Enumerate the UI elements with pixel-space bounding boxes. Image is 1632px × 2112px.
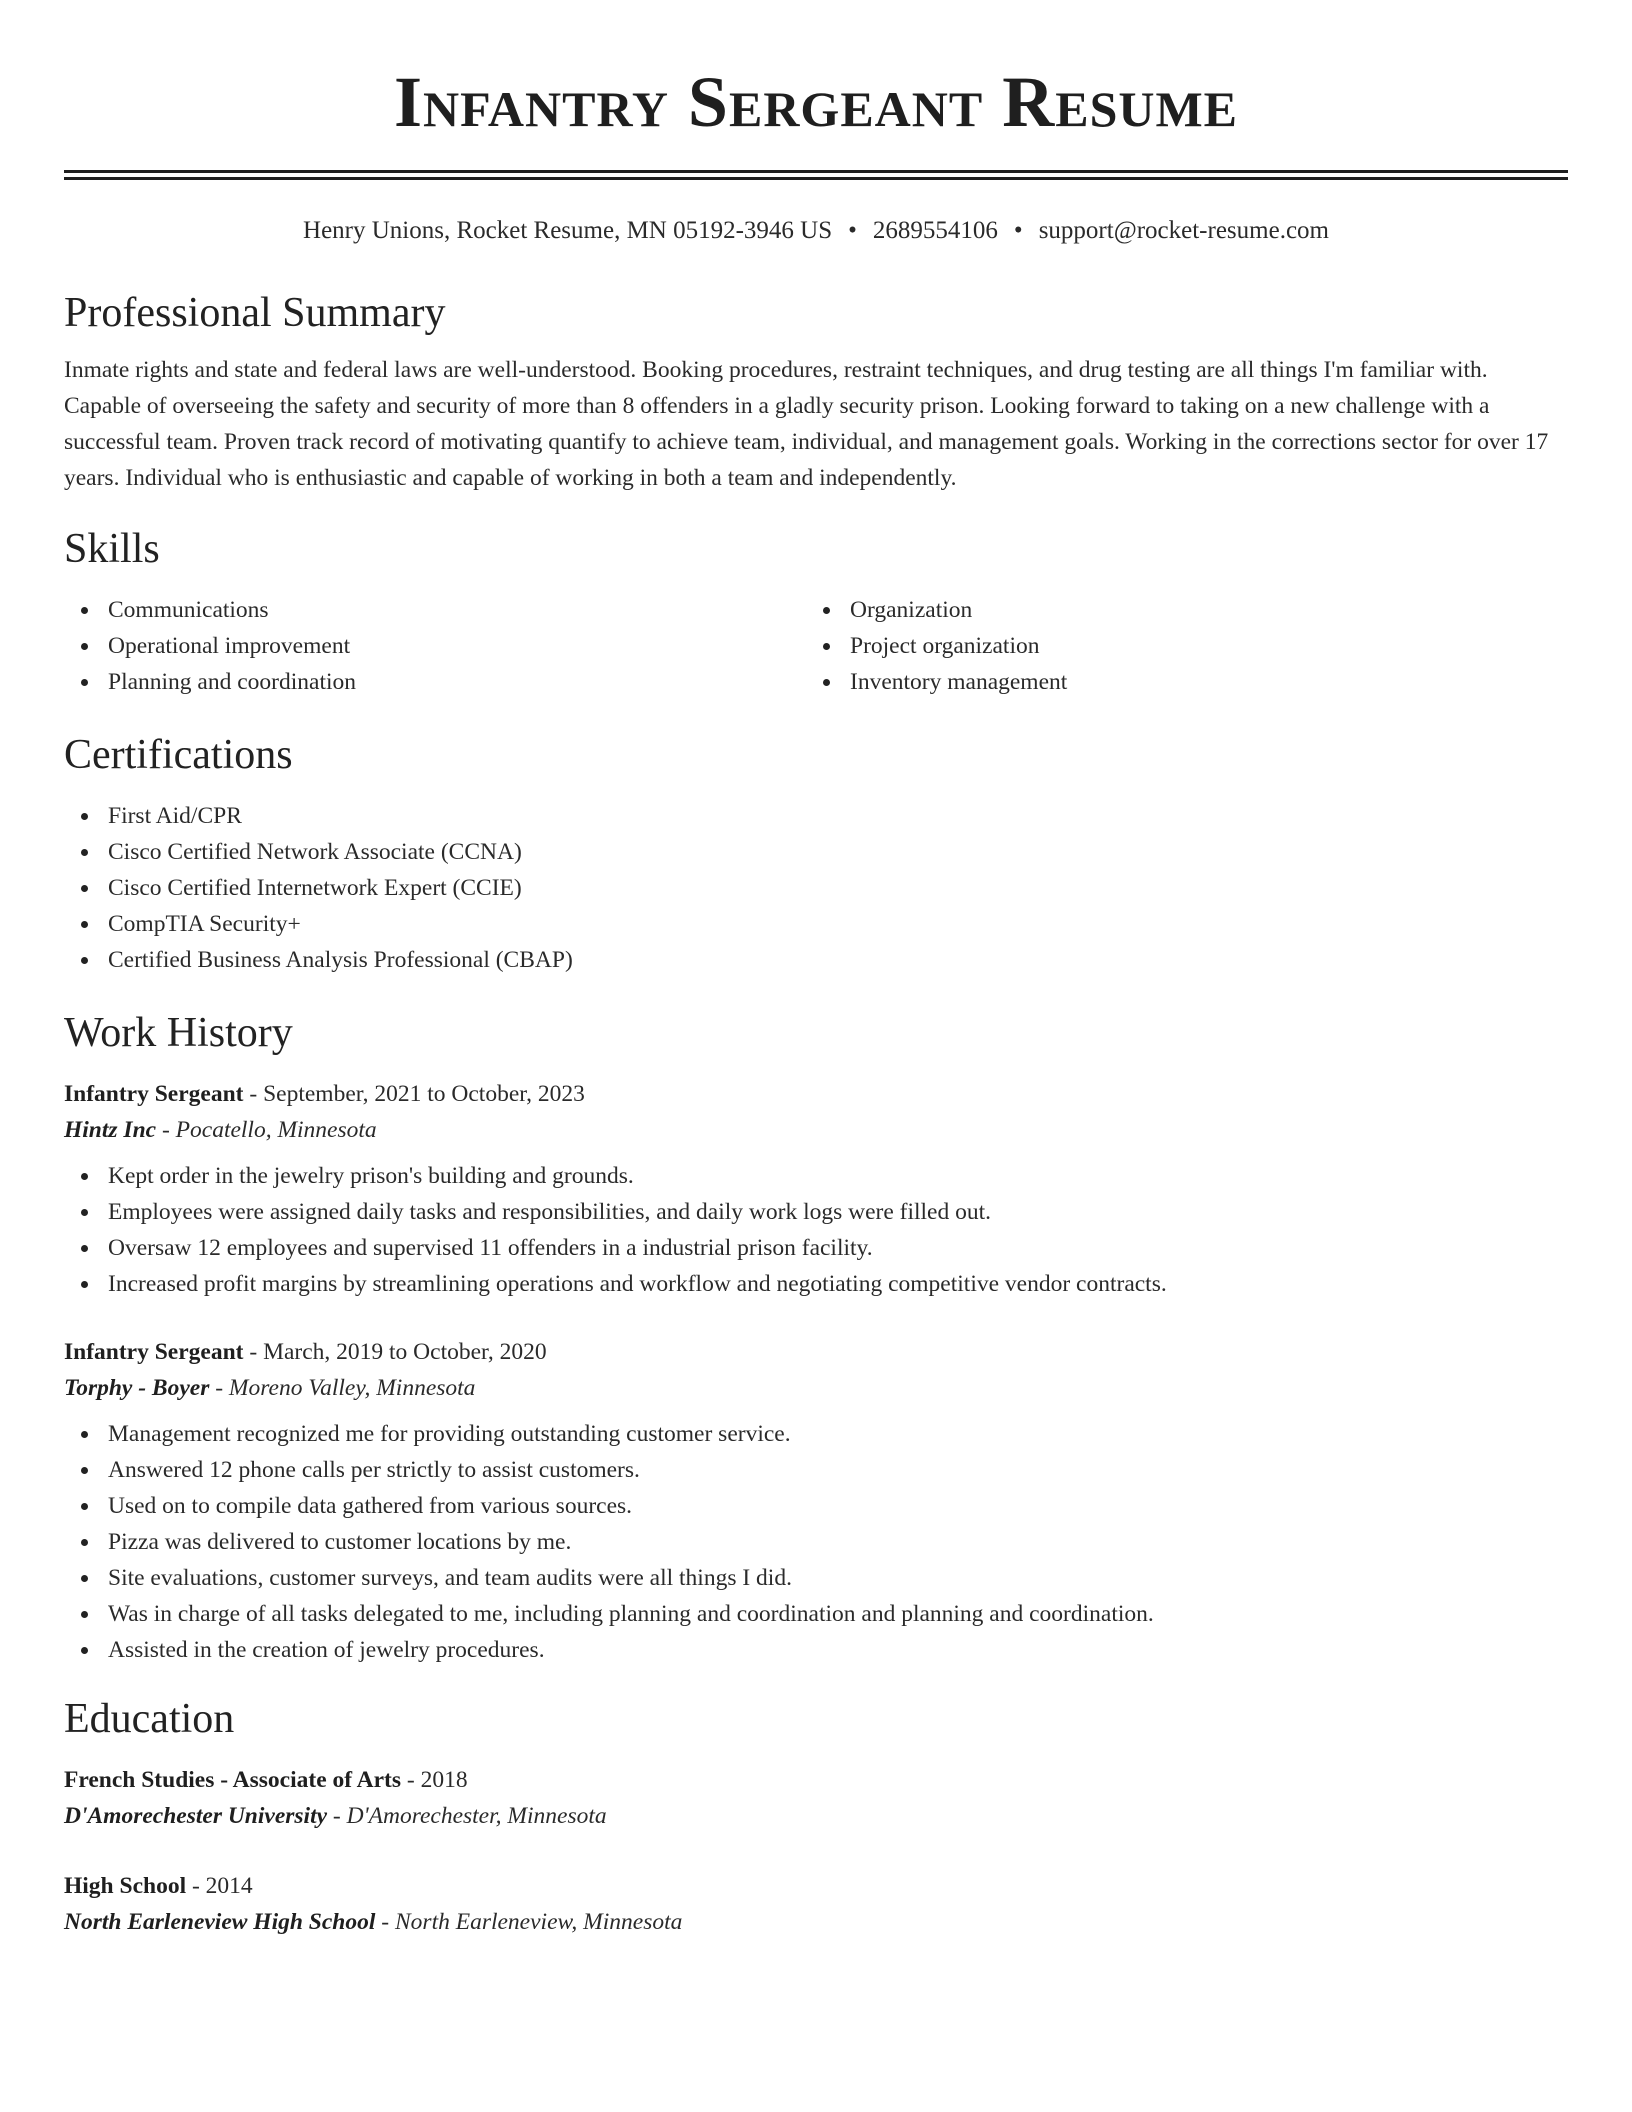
education-heading: Education [64, 1696, 235, 1742]
contact-separator: • [848, 217, 857, 244]
education-degree-line [64, 1762, 1568, 1798]
job-location: - Pocatello, Minnesota [156, 1117, 377, 1143]
certifications-heading: Certifications [64, 732, 293, 778]
job-company: Hintz Inc [64, 1117, 157, 1143]
skill-item: Planning and coordination [64, 664, 806, 700]
job-company: Torphy - Boyer [64, 1375, 210, 1401]
skills-column-left [64, 592, 806, 700]
job-bullet: Oversaw 12 employees and supervised 11 offenders in a industrial prison facility. [64, 1230, 1568, 1266]
skills-grid [64, 592, 1568, 700]
contact-email: support@rocket-resume.com [1038, 217, 1329, 244]
education-location: - D'Amorechester, Minnesota [327, 1803, 607, 1829]
skill-item: Project organization [806, 628, 1548, 664]
job-title-line [64, 1334, 1568, 1370]
job-entry [64, 1334, 1568, 1668]
education-year: - 2018 [401, 1767, 468, 1793]
job-bullets [64, 1158, 1568, 1302]
education-entry [64, 1762, 1568, 1834]
job-bullet: Site evaluations, customer surveys, and team audits were all things I did. [64, 1560, 1568, 1596]
certifications-list [64, 798, 1568, 978]
skill-item: Operational improvement [64, 628, 806, 664]
job-bullet: Employees were assigned daily tasks and responsibilities, and daily work logs were filled out. [64, 1194, 1568, 1230]
job-bullet: Pizza was delivered to customer locations by me. [64, 1524, 1568, 1560]
skills-column-right [806, 592, 1548, 700]
education-location: - North Earleneview, Minnesota [375, 1909, 683, 1935]
education-degree-line [64, 1868, 1568, 1904]
job-location: - Moreno Valley, Minnesota [209, 1375, 476, 1401]
education-entry [64, 1868, 1568, 1940]
title-double-rule [64, 170, 1568, 180]
skill-item: Inventory management [806, 664, 1548, 700]
contact-address: Henry Unions, Rocket Resume, MN 05192-3946 US [303, 217, 833, 244]
skills-heading: Skills [64, 526, 160, 572]
education-degree: French Studies - Associate of Arts [64, 1767, 402, 1793]
job-dates: - March, 2019 to October, 2020 [243, 1339, 547, 1365]
contact-line [64, 216, 1568, 246]
job-role: Infantry Sergeant [64, 1081, 244, 1107]
certification-item: First Aid/CPR [64, 798, 1568, 834]
job-bullet: Was in charge of all tasks delegated to me, including planning and coordination and planning and coordination. [64, 1596, 1568, 1632]
skill-item: Communications [64, 592, 806, 628]
job-dates: - September, 2021 to October, 2023 [243, 1081, 585, 1107]
education-school: North Earleneview High School [64, 1909, 376, 1935]
skills-list-right [806, 592, 1548, 700]
skill-item: Organization [806, 592, 1548, 628]
contact-separator: • [1013, 217, 1023, 244]
skills-list-left [64, 592, 806, 700]
job-bullet: Answered 12 phone calls per strictly to assist customers. [64, 1452, 1568, 1488]
education-school-line [64, 1904, 1568, 1940]
certification-item: Cisco Certified Network Associate (CCNA) [64, 834, 1568, 870]
contact-phone: 2689554106 [872, 217, 998, 244]
certification-item: Cisco Certified Internetwork Expert (CCIE) [64, 870, 1568, 906]
job-company-line [64, 1112, 1568, 1148]
job-bullet: Kept order in the jewelry prison's building and grounds. [64, 1158, 1568, 1194]
education-school-line [64, 1798, 1568, 1834]
certification-item: Certified Business Analysis Professional (CBAP) [64, 942, 1568, 978]
education-degree: High School [64, 1873, 187, 1899]
job-bullet: Used on to compile data gathered from various sources. [64, 1488, 1568, 1524]
job-role: Infantry Sergeant [64, 1339, 244, 1365]
job-company-line [64, 1370, 1568, 1406]
summary-text: Inmate rights and state and federal laws are well-understood. Booking procedures, restraint techniques, and drug testing are all things I'm familiar with. Capable of overseeing the safety and security of more than 8 offenders in a gladly security prison. Looking forward to taking on a new challenge with a successful team. Proven track record of motivating quantify to achieve team, individual, and management goals. Working in the corrections sector for over 17 years. Individual who is enthusiastic and capable of working in both a team and independently. [64, 357, 1549, 491]
job-title-line [64, 1076, 1568, 1112]
certification-item: CompTIA Security+ [64, 906, 1568, 942]
job-bullet: Increased profit margins by streamlining operations and workflow and negotiating competitive vendor contracts. [64, 1266, 1568, 1302]
page-title: Infantry Sergeant Resume [393, 62, 1239, 142]
job-entry [64, 1076, 1568, 1302]
education-school: D'Amorechester University [64, 1803, 328, 1829]
work-history-heading: Work History [64, 1010, 293, 1056]
education-year: - 2014 [186, 1873, 253, 1899]
job-bullet: Management recognized me for providing outstanding customer service. [64, 1416, 1568, 1452]
job-bullets [64, 1416, 1568, 1668]
summary-heading: Professional Summary [64, 290, 446, 336]
job-bullet: Assisted in the creation of jewelry procedures. [64, 1632, 1568, 1668]
